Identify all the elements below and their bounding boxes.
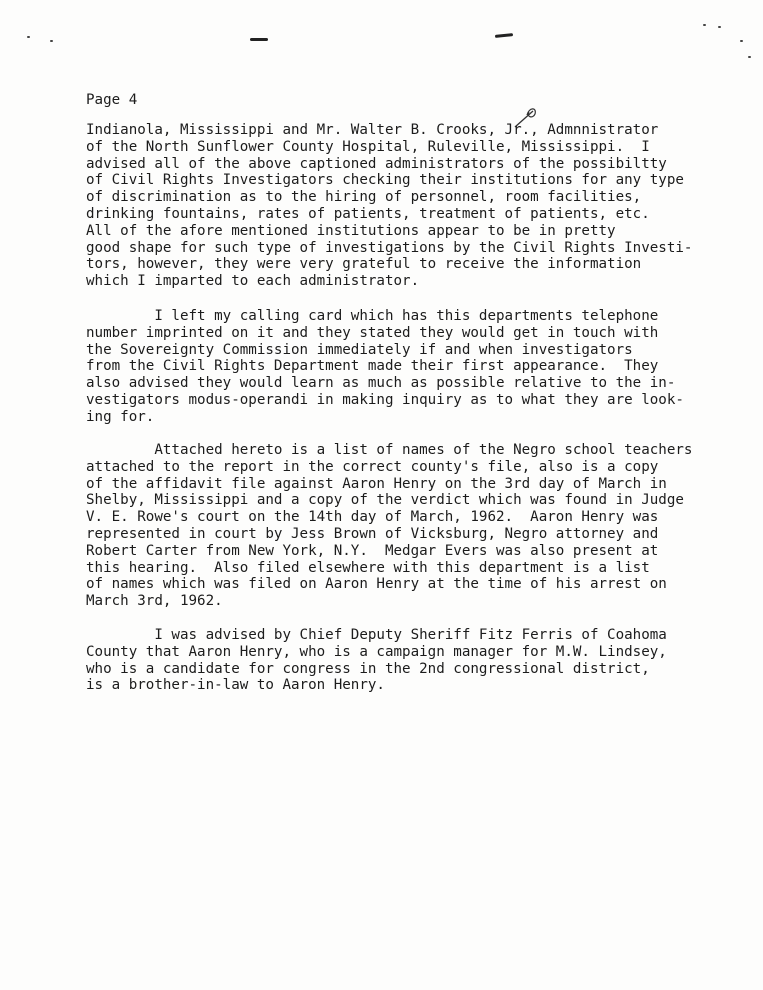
- scan-speck: [740, 40, 743, 42]
- scan-speck: [27, 36, 30, 38]
- paragraph: Attached hereto is a list of names of the Negro school teachers attached to the report in the correct county's file, also is a copy of the affidavit file against Aaron Henry on the 3rd day of March in Shelby, Mississippi and a copy of the verdict which was found in Judge V. E. Rowe's court on the 14th day of March, 1962. Aaron Henry was represented in court by Jess Brown of Vicksburg, Negro attorney and Robert Carter from New York, N.Y. Medgar Evers was also present at this hearing. Also filed elsewhere with this department is a list of names which was filed on Aaron Henry at the time of his arrest on March 3rd, 1962.: [86, 442, 693, 610]
- paragraph: I left my calling card which has this departments telephone number imprinted on it and they stated they would get in touch with the Sovereignty Commission immediately if and when investigators from the Civil Rights Department made their first appearance. They also advised they would learn as much as possible relative to the in- vestigators modus-operandi in making inquiry as to what they are look- ing for.: [86, 308, 684, 425]
- paragraph: Indianola, Mississippi and Mr. Walter B. Crooks, Jr., Admnnistrator of the North Sunflower County Hospital, Ruleville, Mississippi. I advised all of the above captioned administrators of the possibiltty of Civil Rights Investigators checking their institutions for any type of discrimination as to the hiring of personnel, room facilities, drinking fountains, rates of patients, treatment of patients, etc. All of the afore mentioned institutions appear to be in pretty good shape for such type of investigations by the Civil Rights Investi- tors, however, they were very grateful to receive the information which I imparted to each administrator.: [86, 122, 693, 290]
- scan-mark: [250, 38, 268, 41]
- scan-speck: [703, 24, 706, 26]
- paragraph: I was advised by Chief Deputy Sheriff Fitz Ferris of Coahoma County that Aaron Henry, who is a campaign manager for M.W. Lindsey, who is a candidate for congress in the 2nd congressional district, is a brother-in-law to Aaron Henry.: [86, 627, 667, 694]
- scan-mark: [495, 33, 513, 38]
- page-number: Page 4: [86, 92, 138, 108]
- scan-speck: [50, 40, 53, 42]
- scan-speck: [748, 56, 751, 58]
- scan-speck: [718, 26, 721, 28]
